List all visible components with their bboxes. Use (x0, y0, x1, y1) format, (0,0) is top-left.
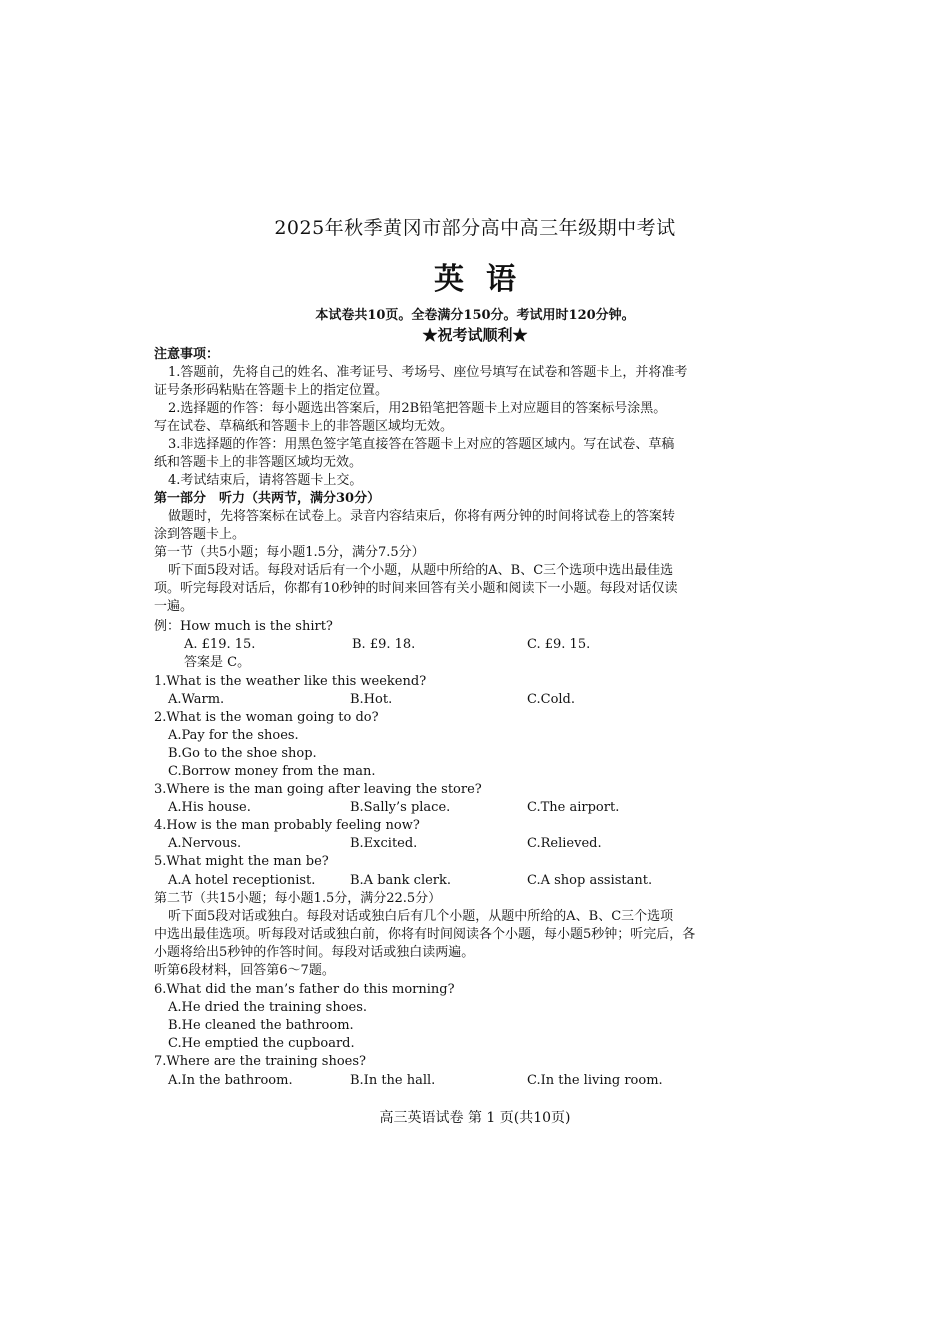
option-c: C.The airport. (527, 800, 620, 815)
option-c: C.A shop assistant. (527, 873, 653, 888)
example-option-a: A. £19. 15. (184, 637, 256, 652)
material-instruction: 听第6段材料，回答第6～7题。 (154, 963, 335, 978)
example-answer: 答案是 C。 (184, 655, 251, 670)
notice-line: 1.答题前，先将自己的姓名、准考证号、考场号、座位号填写在试卷和答题卡上，并将准考 (168, 365, 688, 380)
option-c: C.Cold. (527, 692, 576, 707)
exam-title: 2025年秋季黄冈市部分高中高三年级期中考试 (274, 217, 676, 239)
notice-line: 3.非选择题的作答：用黑色签字笔直接答在答题卡上对应的答题区域内。写在试卷、草稿 (168, 437, 675, 452)
option-a: A.Nervous. (168, 836, 242, 851)
section1-intro: 一遍。 (154, 599, 194, 614)
notice-line: 2.选择题的作答：每小题选出答案后，用2B铅笔把答题卡上对应题目的答案标号涂黑。 (168, 401, 667, 416)
notice-line: 证号条形码粘贴在答题卡上的指定位置。 (154, 383, 389, 398)
notice-line: 纸和答题卡上的非答题区域均无效。 (154, 455, 363, 470)
option-b: B.In the hall. (350, 1073, 436, 1088)
question-stem: 1.What is the weather like this weekend? (154, 674, 427, 689)
option-b: B.A bank clerk. (350, 873, 452, 888)
part1-heading: 第一部分 听力（共两节，满分30分） (154, 491, 381, 506)
option-b: B.He cleaned the bathroom. (168, 1018, 354, 1033)
option-a: A.In the bathroom. (168, 1073, 293, 1088)
option-c: C.In the living room. (527, 1073, 663, 1088)
section2-intro: 小题将给出5秒钟的作答时间。每段对话或独白读两遍。 (154, 945, 475, 960)
question-stem: 7.Where are the training shoes? (154, 1054, 366, 1069)
section2-intro: 听下面5段对话或独白。每段对话或独白后有几个小题，从题中所给的A、B、C三个选项 (168, 909, 674, 924)
part1-intro: 做题时，先将答案标在试卷上。录音内容结束后，你将有两分钟的时间将试卷上的答案转 (168, 509, 676, 524)
option-b: B.Go to the shoe shop. (168, 746, 317, 761)
question-stem: 2.What is the woman going to do? (154, 710, 379, 725)
example-option-c: C. £9. 15. (527, 637, 591, 652)
section1-intro: 听下面5段对话。每段对话后有一个小题，从题中所给的A、B、C三个选项中选出最佳选 (168, 563, 674, 578)
option-b: B.Hot. (350, 692, 393, 707)
notice-line: 写在试卷、草稿纸和答题卡上的非答题区域均无效。 (154, 419, 454, 434)
option-c: C.He emptied the cupboard. (168, 1036, 355, 1051)
notice-line: 4.考试结束后，请将答题卡上交。 (168, 473, 363, 488)
question-stem: 6.What did the man’s father do this morning? (154, 982, 455, 997)
section1-heading: 第一节（共5小题；每小题1.5分，满分7.5分） (154, 545, 425, 560)
question-stem: 3.Where is the man going after leaving the store? (154, 782, 482, 797)
example-question: 例：How much is the shirt? (154, 619, 333, 634)
section1-intro: 项。听完每段对话后，你都有10秒钟的时间来回答有关小题和阅读下一小题。每段对话仅读 (154, 581, 678, 596)
page-footer: 高三英语试卷 第 1 页(共10页) (379, 1110, 571, 1126)
option-b: B.Excited. (350, 836, 418, 851)
good-luck-wish: ★祝考试顺利★ (422, 326, 528, 344)
part1-intro: 涂到答题卡上。 (154, 527, 246, 542)
subject-title: 英语 (434, 262, 538, 297)
exam-info: 本试卷共10页。全卷满分150分。考试用时120分钟。 (315, 308, 635, 323)
option-a: A.He dried the training shoes. (168, 1000, 368, 1015)
example-option-b: B. £9. 18. (352, 637, 416, 652)
option-a: A.Pay for the shoes. (168, 728, 299, 743)
question-stem: 4.How is the man probably feeling now? (154, 818, 420, 833)
notice-heading: 注意事项： (154, 347, 220, 362)
section2-heading: 第二节（共15小题；每小题1.5分，满分22.5分） (154, 891, 442, 906)
option-a: A.His house. (168, 800, 251, 815)
option-a: A.Warm. (168, 692, 225, 707)
option-a: A.A hotel receptionist. (168, 873, 316, 888)
option-c: C.Relieved. (527, 836, 602, 851)
section2-intro: 中选出最佳选项。听每段对话或独白前，你将有时间阅读各个小题，每小题5秒钟；听完后，各 (154, 927, 696, 942)
option-c: C.Borrow money from the man. (168, 764, 376, 779)
option-b: B.Sally’s place. (350, 800, 451, 815)
question-stem: 5.What might the man be? (154, 854, 329, 869)
